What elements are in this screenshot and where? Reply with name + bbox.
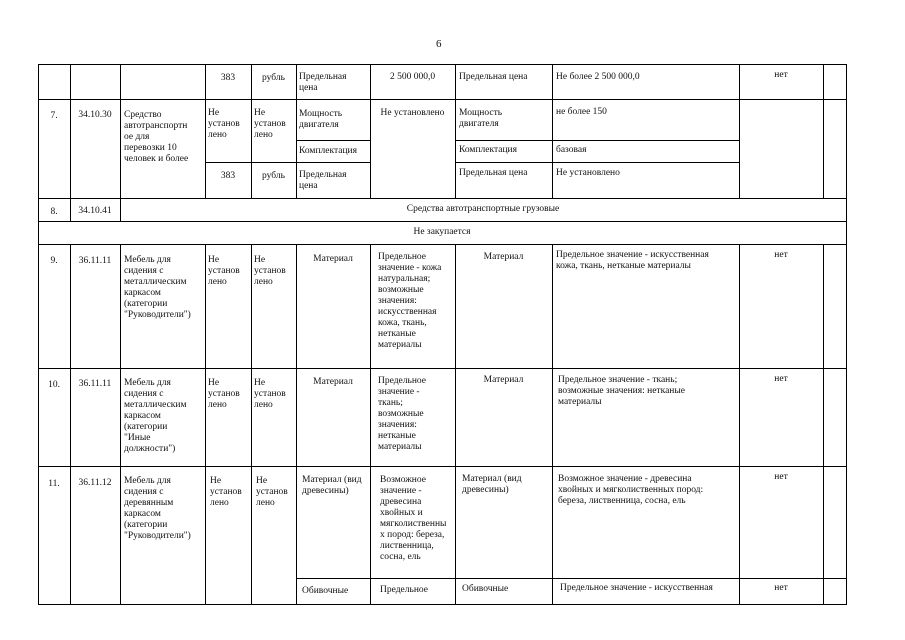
table-cell: Не установ лено [208,378,240,410]
table-cell: Мощность двигателя [299,109,343,130]
column-divider [251,244,252,605]
table-cell: Комплектация [459,145,517,155]
merged-section-title: Средства автотранспортные грузовые [406,204,560,214]
table-cell: Не установ лено [254,108,286,140]
table-cell: Предельная цена [459,168,528,178]
column-divider [552,64,553,199]
column-divider [455,64,456,199]
table-cell: Предельное [380,585,428,595]
okpd-code: 36.11.11 [78,379,112,389]
table-cell: Предельное значение - ткань; возможные значения: нетканые материалы [378,376,426,452]
column-divider [370,64,371,199]
table-border-left [38,64,39,605]
table-cell: базовая [556,145,587,155]
column-divider [120,64,121,222]
table-cell: Возможное значение - древесина хвойных и мягколиственных пород: береза, лиственница, сосна, ель [558,474,704,506]
table-cell: Не установлено [556,168,620,178]
column-divider [70,64,71,222]
table-cell: Предельное значение - искусственная [560,583,713,593]
column-divider [739,64,740,199]
table-cell: Обивочные [302,586,349,596]
table-cell: Материал (вид древесины) [302,475,362,496]
row-divider [38,99,846,100]
table-cell: Предельная цена [459,72,528,82]
table-cell: Не установ лено [208,108,240,140]
row-divider [38,244,846,245]
table-cell: нет [774,250,788,260]
row-number: 8. [50,207,58,217]
table-border-right [846,64,847,605]
column-divider [205,244,206,605]
item-name: Мебель для сидения с металлическим каркасом (категории "Руководители") [124,255,191,320]
subrow-divider [296,140,370,141]
table-cell: Возможное значение - древесина хвойных и мягколиственны х пород: береза, лиственница, сосна, ель [380,475,447,562]
column-divider [296,64,297,199]
table-cell: Не более 2 500 000,0 [556,72,640,82]
table-cell: Предельная цена [299,72,347,93]
subrow-divider [296,578,846,579]
row-number: 7. [50,111,58,121]
okpd-code: 36.11.12 [78,478,112,488]
row-divider [38,368,846,369]
row-number: 11. [48,479,60,489]
table-cell: Не установ лено [210,476,242,508]
table-cell: Не установ лено [208,255,240,287]
column-divider [552,244,553,605]
table-cell: 383 [220,171,236,181]
table-cell: Материал [313,377,353,387]
table-cell: нет [774,472,788,482]
table-cell: Предельное значение - искусственная кожа, ткань, нетканые материалы [556,250,709,271]
row-divider [38,466,846,467]
table-cell: рубль [262,73,285,83]
column-divider [739,244,740,605]
table-cell: Мощность двигателя [459,108,503,129]
table-cell: 383 [220,73,236,83]
full-width-note: Не закупается [413,227,471,237]
column-divider [296,244,297,605]
table-border-bottom [38,604,846,605]
table-cell: Не установлено [380,108,445,118]
row-number: 10. [48,380,60,390]
table-cell: Материал (вид древесины) [462,474,522,495]
column-divider [823,244,824,605]
subrow-divider [455,140,739,141]
page-number: 6 [436,38,442,50]
table-cell: Предельное значение - кожа натуральная; возможные значения: искусственная кожа, ткань, нетканые материалы [378,252,442,350]
column-divider [70,244,71,605]
item-name: Мебель для сидения с металлическим каркасом (категории "Иные должности") [124,378,187,454]
table-cell: рубль [262,171,285,181]
table-cell: Не установ лено [256,476,288,508]
table-cell: не более 150 [556,107,607,117]
column-divider [370,244,371,605]
column-divider [120,244,121,605]
table-cell: Не установ лено [254,255,286,287]
row-divider [38,221,846,222]
table-cell: Обивочные [462,584,509,594]
table-cell: нет [774,583,788,593]
table-cell: Предельное значение - ткань; возможные значения: нетканые материалы [558,375,685,407]
table-cell: Материал [483,375,524,385]
okpd-code: 34.10.41 [78,206,112,216]
column-divider [823,64,824,199]
okpd-code: 36.11.11 [78,256,112,266]
table-cell: нет [774,70,788,80]
table-cell: Материал [313,254,353,264]
table-cell: Материал [483,252,524,262]
table-border-top [38,64,846,65]
okpd-code: 34.10.30 [78,110,112,120]
item-name: Средство автотранспортн ое для перевозки 10 человек и более [124,110,189,164]
table-cell: нет [774,374,788,384]
table-cell: 2 500 000,0 [389,72,436,82]
table-cell: Не установ лено [254,378,286,410]
table-cell: Предельная цена [299,170,347,191]
subrow-divider [205,162,370,163]
table-cell: Комплектация [299,146,357,156]
row-number: 9. [50,256,58,266]
subrow-divider [455,162,739,163]
row-divider [38,198,846,199]
item-name: Мебель для сидения с деревянным каркасом (категории "Руководители") [124,476,191,541]
